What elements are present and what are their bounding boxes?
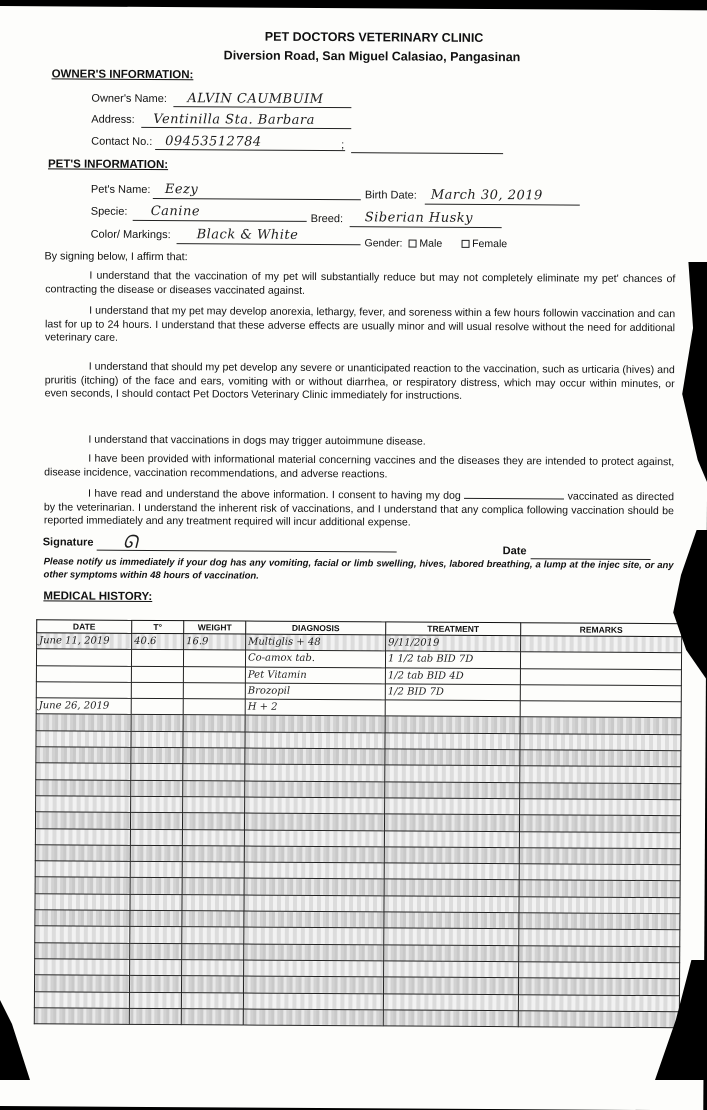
consent-paragraph-3: I understand that should my pet develop any severe or unanticipated reaction to the vaccination, such as urticaria (hives) and pruritis (itching) of the face and ears, vomiting with or without diarrhea, or respiratory distress, which may occur within minutes, or even seconds, I should contact Pet Doctors Veterinary Clinic immediately for instructions.: [44, 360, 675, 402]
breed-value: Siberian Husky: [364, 210, 474, 226]
cell-diagnosis: Multiglis + 48: [246, 634, 386, 651]
cell-diagnosis: Pet Vitamin: [245, 667, 385, 684]
cell-empty: [519, 815, 680, 832]
cell-empty: [36, 779, 131, 796]
cell-diagnosis: Co-amox tab.: [245, 650, 385, 667]
breed-line: [350, 226, 502, 228]
cell-empty: [34, 975, 129, 992]
cell-empty: [384, 879, 519, 896]
cell-empty: [130, 910, 182, 927]
cell-empty: [244, 830, 384, 847]
cell-date: June 26, 2019: [36, 698, 131, 715]
cell-remarks: [520, 701, 681, 718]
consent-paragraph-5: I have been provided with informational material concerning vaccines and the diseases they are intended to protect against, disease incidence, vaccination recommendations, and adverse reactions.: [44, 452, 675, 480]
pet-section-title: PET'S INFORMATION:: [47, 158, 169, 172]
column-header-weight: WEIGHT: [184, 621, 246, 634]
cell-empty: [183, 780, 245, 797]
signature-mark: ᘏ: [122, 531, 139, 553]
cell-empty: [131, 715, 183, 732]
cell-weight: [183, 650, 245, 667]
column-header-treatment: TREATMENT: [386, 622, 521, 636]
cell-empty: [385, 733, 520, 750]
cell-empty: [36, 747, 131, 764]
cell-empty: [384, 847, 519, 864]
cell-empty: [384, 814, 519, 831]
cell-diagnosis: H + 2: [245, 699, 385, 716]
cell-empty: [519, 880, 680, 897]
notice-text: Please notify us immediately if your dog has any vomiting, facial or limb swelling, hives, labored breathing, a lump at the injec site, or any other symptoms within 48 hours of vaccination.: [43, 556, 674, 582]
cell-empty: [520, 782, 681, 799]
birth-date-value: March 30, 2019: [430, 187, 543, 204]
cell-empty: [384, 896, 519, 913]
cell-date: June 11, 2019: [37, 633, 132, 650]
owner-section-title: OWNER'S INFORMATION:: [51, 68, 194, 82]
cell-empty: [129, 976, 181, 993]
cell-remarks: [521, 636, 682, 653]
cell-temperature: 40.6: [132, 633, 184, 650]
cell-remarks: [520, 685, 681, 702]
cell-empty: [182, 911, 244, 928]
clinic-address: Diversion Road, San Miguel Calasiao, Pangasinan: [223, 48, 521, 65]
cell-empty: [130, 943, 182, 960]
breed-label: Breed:: [310, 212, 344, 226]
cell-empty: [520, 750, 681, 767]
cell-empty: [518, 994, 679, 1011]
pet-name-label: Pet's Name:: [90, 183, 151, 196]
cell-empty: [384, 945, 519, 962]
cell-weight: [183, 683, 245, 700]
female-checkbox: [461, 240, 469, 248]
cell-empty: [383, 993, 518, 1010]
cell-empty: [384, 863, 519, 880]
cell-empty: [520, 799, 681, 816]
cell-empty: [36, 796, 131, 813]
cell-temperature: [131, 650, 183, 667]
color-value: Black & White: [196, 227, 299, 243]
cell-empty: [35, 861, 130, 878]
cell-empty: [130, 878, 182, 895]
cell-empty: [35, 926, 130, 943]
cell-empty: [131, 796, 183, 813]
cell-empty: [385, 716, 520, 733]
cell-empty: [244, 895, 384, 912]
scan-top-edge: [0, 0, 707, 6]
cell-empty: [385, 765, 520, 782]
cell-empty: [244, 944, 384, 961]
cell-empty: [36, 763, 131, 780]
cell-empty: [182, 829, 244, 846]
owner-name-value: ALVIN CAUMBUIM: [187, 91, 324, 108]
specie-line: [133, 220, 307, 222]
cell-empty: [243, 993, 383, 1010]
gender-label: [365, 237, 508, 250]
cell-empty: [130, 862, 182, 879]
consent-paragraph-1: I understand that the vaccination of my pet will substantially reduce but may not completely eliminate my pet' chances of contracting the disease or diseases vaccinated against.: [45, 269, 676, 297]
cell-empty: [131, 731, 183, 748]
cell-weight: [183, 699, 245, 716]
column-header-date: DATE: [37, 620, 132, 634]
cell-empty: [181, 976, 243, 993]
cell-empty: [519, 913, 680, 930]
cell-empty: [130, 829, 182, 846]
cell-empty: [182, 813, 244, 830]
cell-empty: [519, 945, 680, 962]
specie-value: Canine: [150, 203, 201, 220]
cell-empty: [245, 781, 385, 798]
cell-empty: [35, 942, 130, 959]
cell-empty: [131, 780, 183, 797]
cell-empty: [130, 959, 182, 976]
contact-line-2: [351, 152, 503, 154]
birth-date-line: [425, 204, 580, 206]
cell-empty: [130, 845, 182, 862]
cell-treatment: [385, 700, 520, 717]
cell-empty: [182, 943, 244, 960]
cell-empty: [244, 927, 384, 944]
cell-empty: [385, 782, 520, 799]
cell-empty: [385, 749, 520, 766]
cell-diagnosis: Brozopil: [245, 683, 385, 700]
cell-empty: [244, 911, 384, 928]
cell-remarks: [520, 652, 681, 669]
cell-empty: [36, 714, 131, 731]
male-checkbox: [408, 240, 416, 248]
cell-empty: [181, 992, 243, 1009]
cell-empty: [518, 978, 679, 995]
cell-empty: [385, 798, 520, 815]
cell-empty: [519, 864, 680, 881]
date-label: Date: [502, 545, 527, 558]
cell-empty: [384, 961, 519, 978]
table-row: [34, 1008, 679, 1028]
cell-empty: [245, 764, 385, 781]
cell-treatment: 9/11/2019: [386, 635, 521, 652]
cell-empty: [244, 846, 384, 863]
signature-label: Signature: [42, 536, 94, 549]
column-header-remarks: REMARKS: [521, 623, 682, 637]
cell-empty: [384, 912, 519, 929]
cell-empty: [35, 959, 130, 976]
cell-empty: [384, 830, 519, 847]
column-header-diagnosis: DIAGNOSIS: [246, 621, 386, 635]
cell-empty: [520, 717, 681, 734]
cell-empty: [130, 927, 182, 944]
cell-remarks: [520, 668, 681, 685]
cell-temperature: [131, 682, 183, 699]
cell-empty: [131, 747, 183, 764]
cell-empty: [520, 766, 681, 783]
cell-empty: [244, 878, 384, 895]
cell-empty: [244, 862, 384, 879]
contact-value: 09453512784: [165, 134, 262, 150]
cell-empty: [383, 977, 518, 994]
cell-empty: [130, 894, 182, 911]
cell-empty: [35, 894, 130, 911]
cell-date: [36, 682, 131, 699]
cell-empty: [520, 734, 681, 751]
cell-date: [36, 665, 131, 682]
cell-empty: [244, 813, 384, 830]
cell-empty: [130, 813, 182, 830]
scanned-form: [0, 6, 707, 1110]
cell-empty: [245, 748, 385, 765]
cell-empty: [182, 960, 244, 977]
contact-label: Contact No.:: [91, 135, 153, 148]
cell-empty: [35, 910, 130, 927]
cell-empty: [181, 1008, 243, 1025]
cell-empty: [129, 992, 181, 1009]
consent-paragraph-2: I understand that my pet may develop anorexia, lethargy, fever, and soreness within a few hours followin vaccination and can last for up to 24 hours. I understand that these adverse effects are usually minor and will usual resolve without the need for additional veterinary care.: [44, 304, 676, 344]
cell-empty: [243, 1009, 383, 1026]
cell-empty: [35, 828, 130, 845]
cell-empty: [35, 812, 130, 829]
specie-label: Specie:: [90, 205, 128, 218]
consent-intro: By signing below, I affirm that:: [44, 250, 188, 264]
cell-empty: [182, 878, 244, 895]
cell-empty: [243, 976, 383, 993]
cell-empty: [182, 927, 244, 944]
cell-empty: [183, 764, 245, 781]
cell-date: [36, 649, 131, 666]
medical-history-table: [34, 619, 682, 1028]
cell-empty: [183, 748, 245, 765]
medical-section-title: MEDICAL HISTORY:: [43, 590, 153, 603]
cell-empty: [518, 1011, 679, 1028]
contact-separator: ;: [341, 139, 345, 152]
male-label: Male: [419, 237, 443, 250]
cell-empty: [519, 962, 680, 979]
cell-weight: 16.9: [184, 634, 246, 651]
cell-empty: [245, 797, 385, 814]
cell-empty: [183, 715, 245, 732]
female-label: Female: [472, 237, 508, 251]
cell-empty: [183, 731, 245, 748]
address-value: Ventinilla Sta. Barbara: [153, 111, 315, 128]
cell-empty: [34, 1008, 129, 1025]
cell-temperature: [131, 699, 183, 716]
cell-empty: [519, 929, 680, 946]
cell-empty: [519, 831, 680, 848]
cell-empty: [182, 862, 244, 879]
cell-weight: [183, 666, 245, 683]
consent-paragraph-4: I understand that vaccinations in dogs may trigger autoimmune disease.: [88, 433, 426, 448]
cell-empty: [519, 896, 680, 913]
cell-temperature: [131, 666, 183, 683]
color-line: [177, 243, 361, 245]
cell-treatment: 1/2 tab BID 4D: [385, 667, 520, 684]
cell-empty: [183, 797, 245, 814]
pet-name-value: Eezy: [164, 182, 199, 198]
cell-empty: [182, 846, 244, 863]
address-label: Address:: [91, 113, 135, 126]
column-header-temperature: T°: [132, 620, 184, 633]
cell-empty: [131, 764, 183, 781]
consent-paragraph-6: I have read and understand the above information. I consent to having my dog vaccinated as directed by the veterinarian. I understand the inherent risk of vaccinations, and I understand that any complica following vaccination should be reported immediately and any treatment required will incur additional expense.: [43, 487, 675, 529]
color-label: Color/ Markings:: [90, 228, 171, 242]
cell-empty: [35, 877, 130, 894]
cell-empty: [129, 1008, 181, 1025]
cell-empty: [383, 1010, 518, 1027]
cell-empty: [34, 991, 129, 1008]
cell-empty: [182, 894, 244, 911]
cell-empty: [35, 845, 130, 862]
pet-name-line: [153, 198, 361, 200]
cell-treatment: 1/2 BID 7D: [385, 684, 520, 701]
table-body: [34, 633, 681, 1028]
cell-treatment: 1 1/2 tab BID 7D: [385, 651, 520, 668]
clinic-name: PET DOCTORS VETERINARY CLINIC: [264, 29, 484, 45]
cell-empty: [245, 732, 385, 749]
cell-empty: [36, 731, 131, 748]
gender-label-text: Gender:: [364, 237, 403, 250]
cell-empty: [384, 928, 519, 945]
owner-name-label: Owner's Name:: [91, 92, 167, 106]
cell-empty: [244, 960, 384, 977]
cell-empty: [519, 848, 680, 865]
signature-line: [97, 550, 397, 553]
birth-date-label: Birth Date:: [364, 189, 417, 202]
cell-empty: [245, 716, 385, 733]
